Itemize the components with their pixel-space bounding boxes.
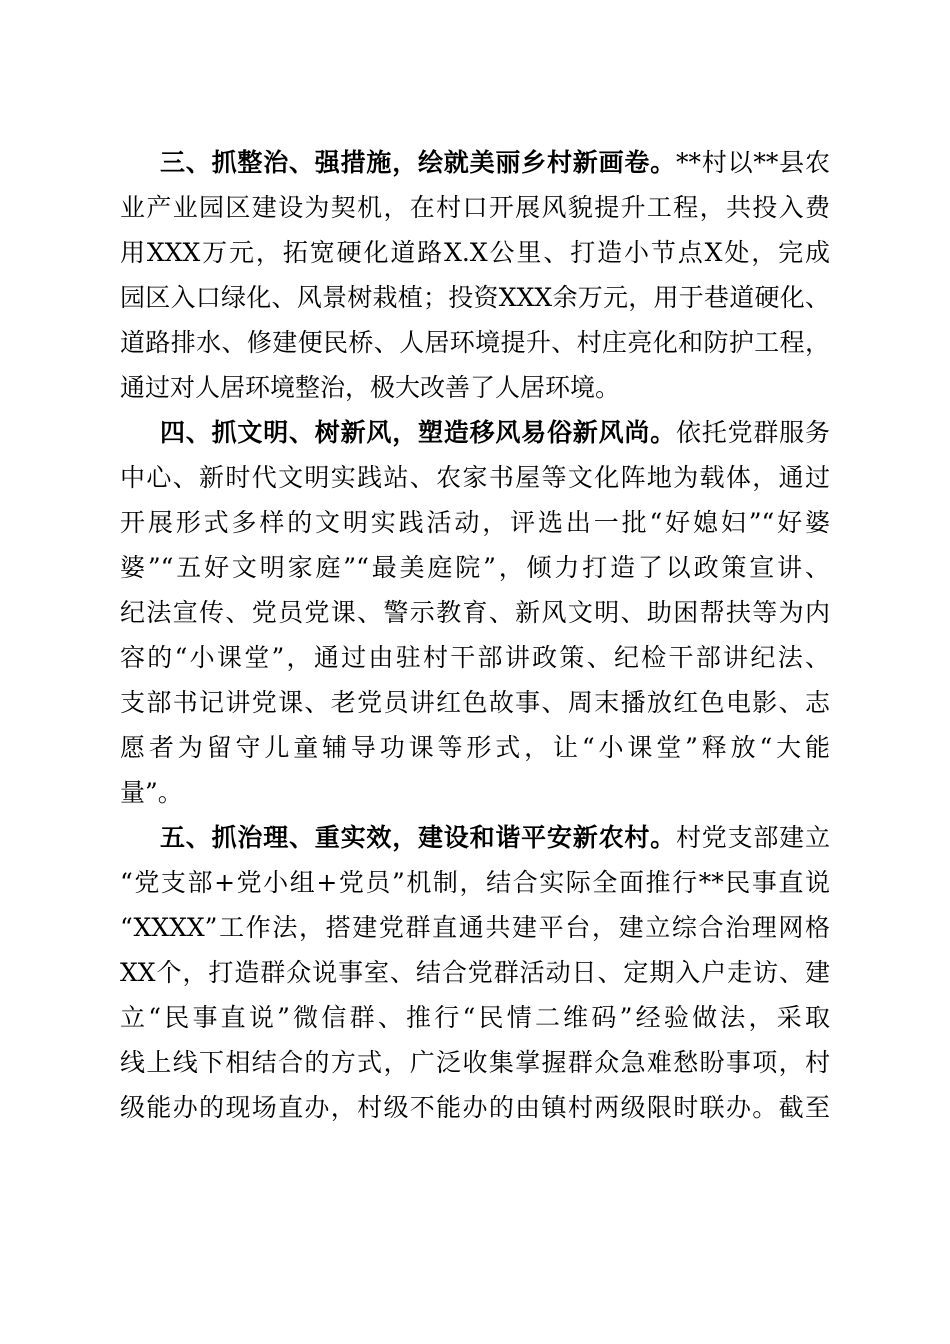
paragraph-5-line-7: 级能办的现场直办，村级不能办的由镇村两级限时联办。截至	[120, 1093, 830, 1122]
paragraph-4-line-9: 量”。	[120, 778, 183, 807]
paragraph-5-line-6: 线上线下相结合的方式，广泛收集掌握群众急难愁盼事项，村	[120, 1048, 830, 1077]
paragraph-5-line-1	[160, 818, 830, 858]
paragraph-5-heading: 五、抓治理、重实效，建设和谐平安新农村。	[160, 823, 676, 852]
paragraph-4-line-1	[160, 413, 830, 453]
paragraph-4-line-3: 开展形式多样的文明实践活动，评选出一批“好媳妇”“好婆	[120, 508, 830, 537]
paragraph-3-line-4: 园区入口绿化、风景树栽植；投资XXX余万元，用于巷道硬化、	[120, 283, 830, 312]
paragraph-5-text: 村党支部建立	[675, 823, 830, 852]
paragraph-3-line-1	[160, 143, 830, 183]
paragraph-3-line-3: 用XXX万元，拓宽硬化道路X.X公里、打造小节点X处，完成	[120, 238, 830, 267]
paragraph-4-line-5: 纪法宣传、党员党课、警示教育、新风文明、助困帮扶等为内	[120, 598, 830, 627]
paragraph-4-line-7: 支部书记讲党课、老党员讲红色故事、周末播放红色电影、志	[120, 688, 830, 717]
paragraph-4-line-2: 中心、新时代文明实践站、农家书屋等文化阵地为载体，通过	[120, 463, 830, 492]
paragraph-4-line-6: 容的“小课堂”，通过由驻村干部讲政策、纪检干部讲纪法、	[120, 643, 830, 672]
paragraph-5-line-3: “XXXX”工作法，搭建党群直通共建平台，建立综合治理网格	[120, 913, 830, 942]
paragraph-5-line-5: 立“民事直说”微信群、推行“民情二维码”经验做法，采取	[120, 1003, 830, 1032]
paragraph-5-line-4: XX个，打造群众说事室、结合党群活动日、定期入户走访、建	[120, 958, 830, 987]
paragraph-3-text: **村以**县农	[675, 148, 830, 177]
paragraph-3-line-5: 道路排水、修建便民桥、人居环境提升、村庄亮化和防护工程，	[120, 328, 830, 357]
paragraph-3-line-6: 通过对人居环境整治，极大改善了人居环境。	[120, 373, 621, 402]
paragraph-4-text: 依托党群服务	[675, 418, 830, 447]
paragraph-3-heading: 三、抓整治、强措施，绘就美丽乡村新画卷。	[160, 148, 676, 177]
paragraph-4-heading: 四、抓文明、树新风，塑造移风易俗新风尚。	[160, 418, 676, 447]
paragraph-3-line-2: 业产业园区建设为契机，在村口开展风貌提升工程，共投入费	[120, 193, 830, 222]
paragraph-5-line-2: “党支部+党小组+党员”机制，结合实际全面推行**民事直说	[120, 868, 830, 897]
paragraph-4-line-8: 愿者为留守儿童辅导功课等形式，让“小课堂”释放“大能	[120, 733, 830, 762]
paragraph-4-line-4: 婆”“五好文明家庭”“最美庭院”，倾力打造了以政策宣讲、	[120, 553, 830, 582]
